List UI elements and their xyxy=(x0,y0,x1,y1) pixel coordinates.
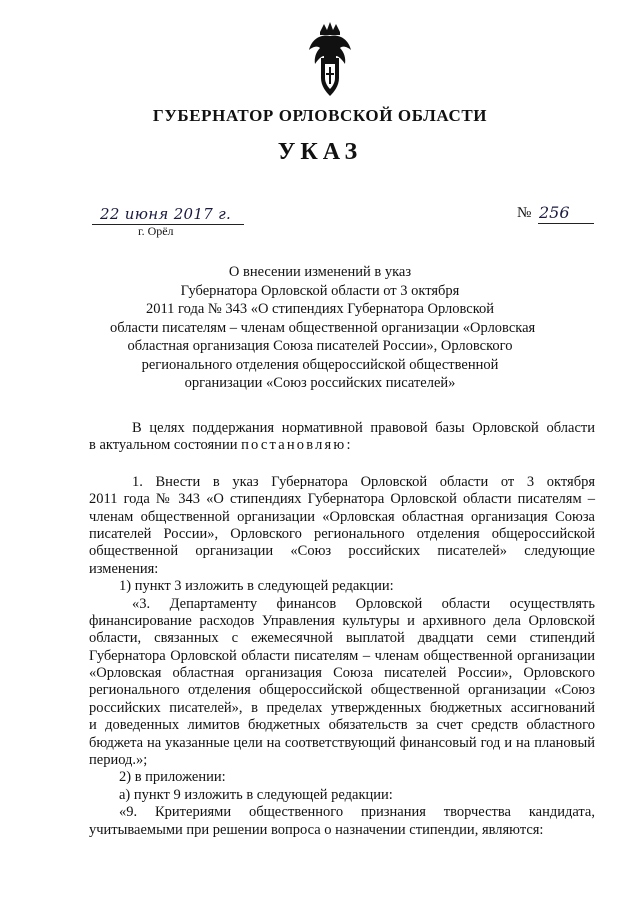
subject-line: О внесении изменений в указ xyxy=(228,264,412,280)
subitem-heading: 1) пункт 3 изложить в следующей редакции: xyxy=(119,578,394,595)
item-line: изменения: xyxy=(89,560,159,577)
number-underline xyxy=(538,223,594,224)
quote-line: российских писателей», в пределах утвержденных бюджетных ассигнований xyxy=(89,699,595,716)
paragraph-gap xyxy=(89,455,595,474)
preamble-text: в актуальном состоянии xyxy=(89,437,238,454)
preamble-resolve-word: постановляю: xyxy=(241,437,353,454)
quote-line: «Орловская областная организация Союза писателей России», Орловского xyxy=(89,665,595,682)
quote-line: и доведенных лимитов бюджетных обязательств за счет средств областного xyxy=(89,717,595,734)
signature-date: 22 июня 2017 г. xyxy=(100,205,232,223)
subject-line: регионального отделения общероссийской общественной xyxy=(141,356,499,373)
quote-line: финансирование расходов Управления культуры и архивного дела Орловской xyxy=(89,612,595,629)
decree-subject xyxy=(110,263,536,393)
coat-of-arms-icon xyxy=(308,22,352,98)
quote-line: период.»; xyxy=(89,752,148,769)
subitem-heading: 2) в приложении: xyxy=(119,769,226,786)
quote-line: учитываемыми при решении вопроса о назначении стипендии, являются: xyxy=(89,821,544,838)
subject-line: 2011 года № 343 «О стипендиях Губернатора Орловской xyxy=(145,301,495,317)
decree-number: 256 xyxy=(539,203,570,222)
quote-line: бюджета на указанные цели на соответствующий финансовый год и на плановый xyxy=(89,734,595,751)
quote-line: «3. Департаменту финансов Орловской области осуществлять xyxy=(132,595,595,612)
preamble-line: В целях поддержания нормативной правовой базы Орловской области xyxy=(132,420,595,436)
subitem-heading: а) пункт 9 изложить в следующей редакции: xyxy=(119,786,393,803)
subject-line: области писателям – членам общественной организации «Орловская xyxy=(110,319,536,336)
preamble-line xyxy=(89,437,595,454)
quote-line: области, связанных с ежемесячной выплатой двадцати семи стипендий xyxy=(89,630,595,647)
subject-line: организации «Союз российских писателей» xyxy=(184,375,456,391)
item-line: членам общественной организации «Орловская областная организация Союза xyxy=(89,508,595,525)
subject-line: Губернатора Орловской области от 3 октября xyxy=(180,282,460,299)
quote-line: Губернатора Орловской области писателям – членам общественной организации xyxy=(89,647,595,664)
item-line: 2011 года № 343 «О стипендиях Губернатора Орловской области писателям – xyxy=(89,491,595,508)
document-type: УКАЗ xyxy=(277,139,363,165)
subject-line: областная организация Союза писателей России», Орловского xyxy=(127,338,513,354)
issuing-authority: ГУБЕРНАТОР ОРЛОВСКОЙ ОБЛАСТИ xyxy=(152,106,488,125)
item-line: общественной организации «Союз российских писателей» следующие xyxy=(89,543,595,560)
decree-body xyxy=(89,420,595,839)
city: г. Орёл xyxy=(138,224,174,238)
quote-line: «9. Критериями общественного признания творчества кандидата, xyxy=(119,804,595,821)
number-label: № xyxy=(517,205,532,221)
item-line: 1. Внести в указ Губернатора Орловской области от 3 октября xyxy=(132,473,595,490)
quote-line: регионального отделения общероссийской общественной организации «Союз xyxy=(89,682,595,699)
item-line: писателей России», Орловского регионального отделения общероссийской xyxy=(89,525,595,542)
